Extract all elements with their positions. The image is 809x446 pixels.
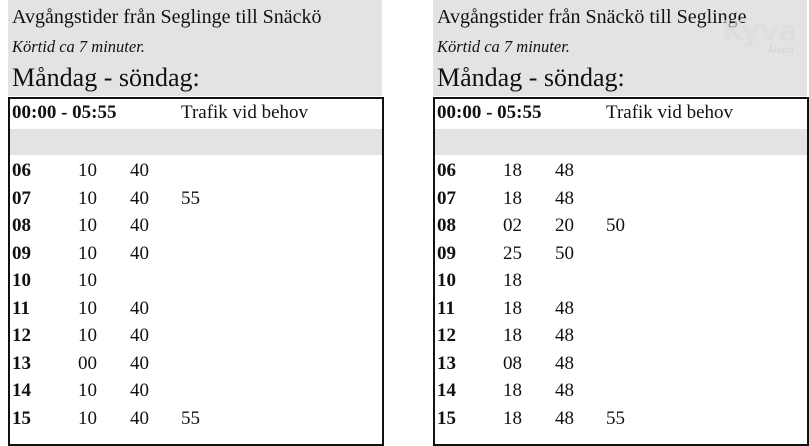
minute-cell: 10 (78, 297, 97, 319)
minute-cell: 18 (503, 325, 522, 346)
departure-table (433, 97, 809, 446)
hour-cell: 13 (437, 352, 456, 374)
minute-cell: 48 (555, 380, 574, 401)
minute-cell: 48 (555, 297, 574, 319)
minute-cell: 18 (503, 297, 522, 319)
hour-row (10, 185, 382, 212)
minute-cell: 10 (78, 215, 97, 236)
minute-cell: 50 (555, 242, 574, 264)
minute-cell: 10 (78, 407, 97, 429)
hour-cell: 11 (437, 297, 455, 319)
minute-cell: 40 (130, 215, 149, 236)
hour-row (10, 240, 382, 267)
minute-cell: 48 (555, 187, 574, 209)
minute-cell: 48 (555, 407, 574, 429)
hour-cell: 09 (12, 242, 31, 264)
separator-row (10, 129, 382, 155)
minute-cell: 40 (130, 187, 149, 209)
night-note: Trafik vid behov (606, 102, 734, 123)
minute-cell: 40 (130, 325, 149, 346)
hour-cell: 12 (12, 325, 31, 346)
timetable-snacko-seglinge (433, 0, 807, 436)
hour-row (10, 350, 382, 377)
minute-cell: 40 (130, 160, 149, 181)
night-note: Trafik vid behov (181, 102, 309, 123)
hour-cell: 09 (437, 242, 456, 264)
hour-row (10, 157, 382, 184)
departure-table (8, 97, 384, 446)
hour-row (435, 267, 807, 294)
hour-row (435, 295, 807, 322)
hour-row (435, 405, 807, 432)
days-heading: Måndag - söndag: (12, 63, 200, 92)
minute-cell: 18 (503, 270, 522, 291)
hour-row (435, 157, 807, 184)
hour-cell: 06 (437, 160, 456, 181)
hour-row (435, 212, 807, 239)
minute-cell: 40 (130, 380, 149, 401)
hour-cell: 08 (437, 215, 456, 236)
minute-cell: 55 (181, 187, 200, 209)
timetable-title: Avgångstider från Snäckö till Seglinge (437, 6, 747, 28)
minute-cell: 40 (130, 297, 149, 319)
hour-row (10, 322, 382, 349)
hour-cell: 11 (12, 297, 30, 319)
minute-cell: 40 (130, 352, 149, 374)
minute-cell: 55 (606, 407, 625, 429)
hour-row (10, 295, 382, 322)
hour-row (10, 212, 382, 239)
hour-row (10, 267, 382, 294)
minute-cell: 25 (503, 242, 522, 264)
hour-cell: 14 (437, 380, 456, 401)
minute-cell: 10 (78, 187, 97, 209)
separator-row (435, 129, 807, 155)
travel-time-note: Körtid ca 7 minuter. (12, 37, 145, 56)
hour-row (10, 405, 382, 432)
hour-cell: 07 (12, 187, 31, 209)
watermark-logo: Kyva (722, 14, 798, 47)
minute-cell: 48 (555, 325, 574, 346)
timetable-seglinge-snacko (8, 0, 382, 436)
minute-cell: 40 (130, 242, 149, 264)
minute-cell: 08 (503, 352, 522, 374)
minute-cell: 10 (78, 380, 97, 401)
night-range: 00:00 - 05:55 (437, 102, 542, 123)
hour-cell: 07 (437, 187, 456, 209)
minute-cell: 18 (503, 407, 522, 429)
minute-cell: 10 (78, 242, 97, 264)
hour-row (435, 377, 807, 404)
watermark-sub: Åland (768, 46, 794, 56)
hour-cell: 08 (12, 215, 31, 236)
minute-cell: 00 (78, 352, 97, 374)
minute-cell: 02 (503, 215, 522, 236)
night-row (10, 99, 382, 126)
night-row (435, 99, 807, 126)
timetable-title: Avgångstider från Seglinge till Snäckö (12, 6, 322, 28)
hour-cell: 13 (12, 352, 31, 374)
minute-cell: 10 (78, 160, 97, 181)
minute-cell: 48 (555, 160, 574, 181)
minute-cell: 10 (78, 270, 97, 291)
hour-cell: 12 (437, 325, 456, 346)
hour-row (435, 322, 807, 349)
hour-cell: 06 (12, 160, 31, 181)
travel-time-note: Körtid ca 7 minuter. (437, 37, 570, 56)
minute-cell: 18 (503, 187, 522, 209)
night-range: 00:00 - 05:55 (12, 102, 117, 123)
minute-cell: 48 (555, 352, 574, 374)
hour-cell: 14 (12, 380, 31, 401)
hour-row (435, 185, 807, 212)
minute-cell: 40 (130, 407, 149, 429)
minute-cell: 18 (503, 160, 522, 181)
hour-cell: 10 (12, 270, 31, 291)
hour-row (435, 350, 807, 377)
hour-cell: 15 (12, 407, 31, 429)
hour-row (10, 377, 382, 404)
hour-row (435, 240, 807, 267)
minute-cell: 20 (555, 215, 574, 236)
hour-cell: 10 (437, 270, 456, 291)
minute-cell: 10 (78, 325, 97, 346)
minute-cell: 55 (181, 407, 200, 429)
minute-cell: 50 (606, 215, 625, 236)
hour-cell: 15 (437, 407, 456, 429)
days-heading: Måndag - söndag: (437, 63, 625, 92)
minute-cell: 18 (503, 380, 522, 401)
